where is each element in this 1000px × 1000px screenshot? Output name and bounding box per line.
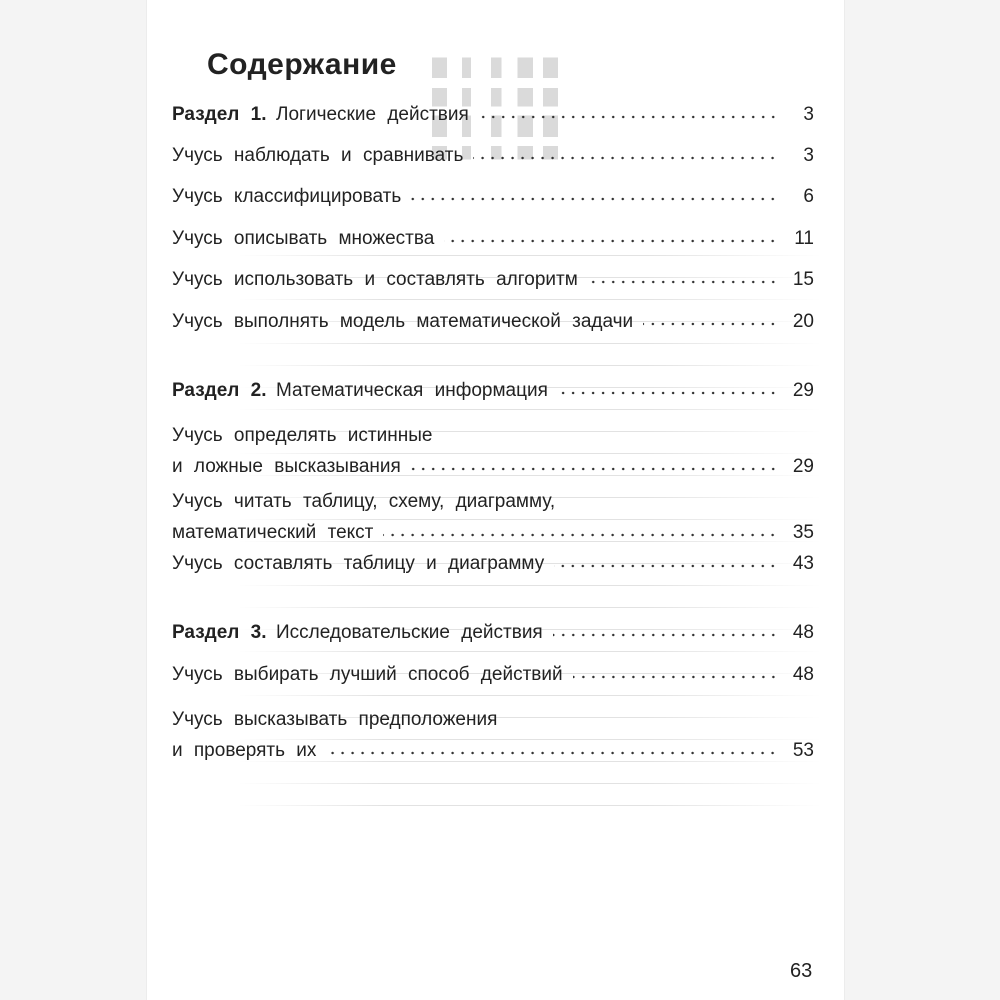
toc-page-number: 15 (792, 269, 814, 290)
dot-leader (444, 239, 778, 243)
toc-item (172, 553, 814, 575)
toc-line (172, 228, 814, 250)
toc-title-text: Учусь определять истинные (172, 425, 433, 446)
toc-line (172, 380, 814, 402)
dot-leader (473, 156, 778, 160)
toc-line (172, 186, 814, 208)
toc-title-text: Учусь выполнять модель математической задачи (172, 311, 634, 332)
dot-leader (554, 564, 778, 568)
toc-title-text: Учусь описывать множества (172, 228, 435, 249)
toc-title (172, 709, 497, 730)
toc-page-number: 29 (792, 380, 814, 401)
toc-title (172, 311, 633, 333)
toc-title-text: Учусь высказывать предположения (172, 709, 498, 730)
toc-line (172, 456, 814, 478)
dot-leader (643, 322, 778, 326)
dot-leader (479, 115, 778, 119)
toc-title (172, 380, 548, 402)
toc-item (172, 145, 814, 167)
toc-page-number: 20 (792, 311, 814, 332)
toc-line (172, 553, 814, 575)
toc-page-number: 43 (792, 553, 814, 574)
toc-item (172, 228, 814, 250)
dot-leader (411, 197, 778, 201)
page-number: 63 (790, 960, 813, 982)
toc-item (172, 186, 814, 208)
toc-line (172, 664, 814, 686)
toc-item (172, 311, 814, 333)
toc-page-number: 11 (794, 228, 814, 249)
toc-line (172, 522, 814, 544)
dot-leader (573, 675, 778, 679)
toc-title-text: Учусь выбирать лучший способ действий (172, 664, 563, 685)
toc-title (172, 522, 373, 544)
page-title: Содержание (207, 48, 397, 81)
toc-title-text: и ложные высказывания (172, 456, 401, 477)
section-label: Раздел 1. (172, 104, 267, 125)
toc-line (172, 622, 814, 644)
toc-line (172, 269, 814, 291)
toc-title-text: Исследовательские действия (276, 622, 543, 643)
toc-title (172, 553, 544, 575)
toc-title (172, 740, 316, 762)
toc-line (172, 709, 814, 731)
dot-leader (326, 751, 778, 755)
toc-title (172, 622, 543, 644)
toc-item (172, 709, 814, 762)
dot-leader (588, 280, 778, 284)
section-label: Раздел 3. (172, 622, 267, 643)
toc-title (172, 104, 469, 126)
toc-section (172, 380, 814, 402)
toc-title-text: Учусь составлять таблицу и диаграмму (172, 553, 545, 574)
toc-line (172, 425, 814, 447)
toc-page-number: 48 (792, 664, 814, 685)
toc-line (172, 491, 814, 513)
toc-section (172, 622, 814, 644)
toc-title-text: Учусь использовать и составлять алгоритм (172, 269, 578, 290)
toc-title-text: Учусь классифицировать (172, 186, 402, 207)
section-label: Раздел 2. (172, 380, 267, 401)
toc-title-text: Математическая информация (276, 380, 548, 401)
dot-leader (558, 391, 778, 395)
toc-page-number: 35 (792, 522, 814, 543)
toc-item (172, 269, 814, 291)
toc-item (172, 664, 814, 686)
dot-leader (553, 633, 778, 637)
toc-title-text: Логические действия (276, 104, 469, 125)
toc-title (172, 664, 563, 686)
toc-title (172, 269, 578, 291)
toc-title-text: Учусь читать таблицу, схему, диаграмму, (172, 491, 556, 512)
toc-title-text: математический текст (172, 522, 374, 543)
toc-page-number: 29 (792, 456, 814, 477)
toc-page-number: 6 (803, 186, 814, 207)
toc-page-number: 48 (792, 622, 814, 643)
toc-title-text: и проверять их (172, 740, 317, 761)
toc-title (172, 186, 401, 208)
toc-title (172, 145, 463, 167)
toc-line (172, 145, 814, 167)
toc-line (172, 104, 814, 126)
toc-title-text: Учусь наблюдать и сравнивать (172, 145, 464, 166)
toc-item (172, 491, 814, 544)
toc-item (172, 425, 814, 478)
toc-title (172, 228, 434, 250)
toc-line (172, 740, 814, 762)
toc-page-number: 3 (803, 104, 814, 125)
toc-title (172, 491, 555, 512)
toc-page-number: 3 (803, 145, 814, 166)
toc-page-number: 53 (792, 740, 814, 761)
dot-leader (383, 533, 778, 537)
toc-section (172, 104, 814, 126)
toc-line (172, 311, 814, 333)
toc-title (172, 425, 432, 446)
toc-title (172, 456, 401, 478)
dot-leader (411, 467, 778, 471)
